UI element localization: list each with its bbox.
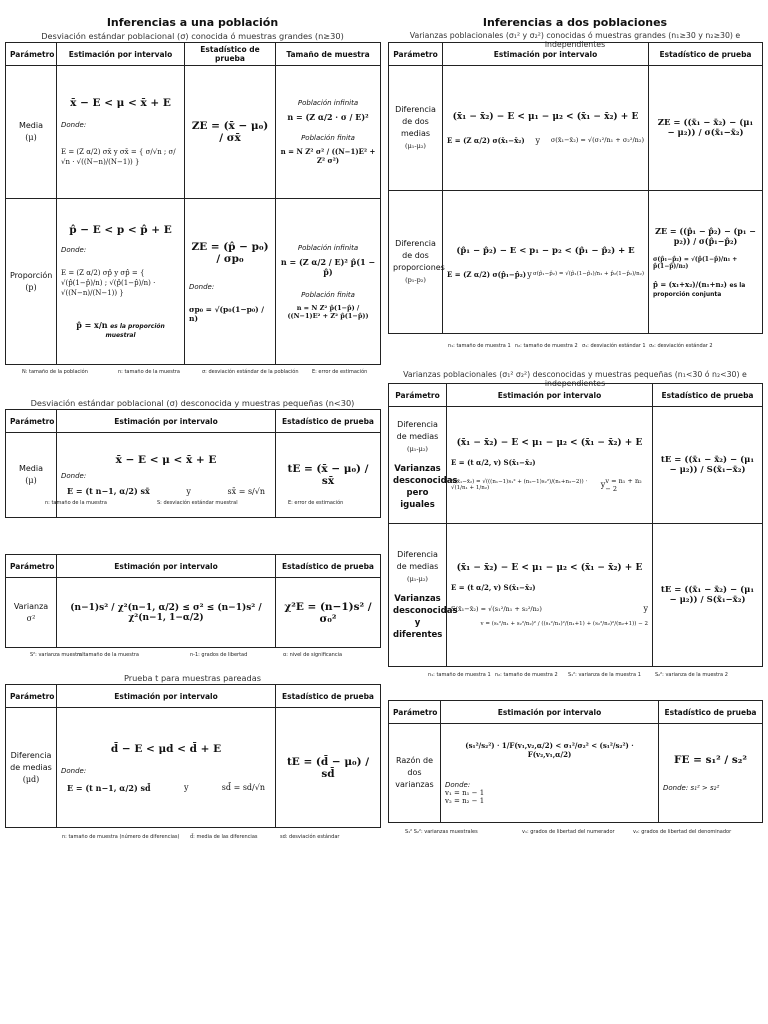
donde-label: Donde: [189,282,215,291]
note: S₁²: varianza de la muestra 1 [568,672,641,678]
formula: σ(p̂₁−p̂₂) = √(p̂(1−p̂)/n₁ + p̂(1−p̂)/n₂) [653,256,738,270]
left-title: Inferencias a una población [106,16,279,29]
param-label: Diferencia de medias [396,420,439,441]
note: E: error de estimación [288,500,344,506]
y-label: y [643,604,648,613]
note: S: desviación estándar muestral [157,500,238,506]
formula: d̄ − E < μd < d̄ + E [110,742,222,755]
param-dif-medias [389,66,443,191]
note: n-1: grados de libertad [190,652,248,658]
right-s2-table [388,383,763,667]
note: n: tamaño de la muestra [118,369,180,375]
formula: ZE = ((x̄₁ − x̄₂) − (μ₁ − μ₂)) / σ(x̄₁−x̄₂) [657,118,754,138]
param-symbol: (μ₁-μ₂) [407,445,428,453]
param-symbol: (μ₁-μ₂) [407,575,428,583]
interval-prop [57,199,185,365]
left-s2-subtitle: Desviación estándar poblacional (σ) desconocida y muestras pequeñas (n<30) [30,398,355,408]
formula: v₂ = n₂ − 1 [445,797,485,805]
interval-media [57,66,185,199]
formula: tE = ((x̄₁ − x̄₂) − (μ₁ − μ₂)) / S(x̄₁−x̄₂) [660,455,755,475]
param-label: Diferencia de medias [396,550,439,571]
note: v₂: grados de libertad del denominador [633,829,732,835]
param-media [6,66,57,199]
formula: (x̄₁ − x̄₂) − E < μ₁ − μ₂ < (x̄₁ − x̄₂) + E [452,111,639,122]
param-label: Diferencia de dos proporciones [393,239,445,272]
label: Población finita [301,134,355,142]
formula: (p̂₁ − p̂₂) − E < p₁ − p₂ < (p̂₁ − p̂₂) + E [456,245,635,256]
note: S²: varianza muestral [30,652,84,658]
formula: tE = (x̄ − μ₀) / sx̄ [287,463,369,487]
varianzas-iguales-label: Varianzas desconocidas pero iguales [393,464,458,510]
interval-dif-prop [443,191,649,334]
param-symbol: (p) [25,282,37,292]
param-dif-medias-diferentes [389,524,458,667]
y-label: y [186,486,191,496]
formula: x̄ − E < μ < x̄ + E [115,454,217,466]
col-header: Estimación por intervalo [447,384,653,407]
test-varianza [276,578,381,648]
y-label: y [535,135,541,145]
formula: S(x̄₁−x̄₂) = √(((n₁−1)s₁² + (n₂−1)s₂²)/(n₁+n₂−2)) · √(1/n₁ + 1/n₂) [451,478,588,491]
interval-razon [441,724,659,823]
col-header: Estadístico de prueba [276,555,381,578]
formula: E = (Z α/2) σp̂ y σp̂ = { √(p̂(1−p̂)/n) ; √(p̂(1−p̂)/n) · √((N−n)/(N−1)) } [61,269,156,297]
left-s1-subtitle: Desviación estándar poblacional (σ) conocida ó muestras grandes (n≥30) [41,31,344,41]
formula: FE = s₁² / s₂² [674,754,747,766]
note: σ: desviación estándar de la población [202,369,299,375]
note: n: tamaño de muestra (número de diferencias) [62,834,180,840]
note: α: nivel de significancia [283,652,343,658]
formula: E = (t α/2, v) S(x̄₁−x̄₂) [451,583,536,592]
formula: p̂ = x/n [76,320,108,330]
col-header: Estadístico de prueba [653,384,763,407]
test-media [185,66,276,199]
col-header: Parámetro [6,555,57,578]
formula: E = (Z α/2) σ(p̂₁−p̂₂) [447,269,527,279]
param-symbol: (μ) [25,476,37,485]
formula: (x̄₁ − x̄₂) − E < μ₁ − μ₂ < (x̄₁ − x̄₂) + E [456,563,643,573]
test-dif-medias [649,66,763,191]
y-label: y [600,480,606,489]
test-prop [185,199,276,365]
col-header: Parámetro [389,384,447,407]
note: S₂²: varianza de la muestra 2 [655,672,728,678]
right-title: Inferencias a dos poblaciones [482,16,668,29]
right-s3-table [388,700,763,823]
param-label: Media [18,464,44,473]
param-dif-medias-iguales [389,407,458,524]
size-prop [276,199,381,365]
test-diferentes [653,524,763,667]
formula: ZE = (p̂ − p₀) / σp₀ [191,240,269,265]
y-label: y [527,269,532,279]
param-label: Proporción [10,270,53,280]
interval-iguales [447,407,653,524]
right-s2-subtitle: Varianzas poblacionales (σ₁² σ₂²) desconocidas y muestras pequeñas (n₁<30 ó n₂<30) e independientes [403,370,747,388]
note: v₁: grados de libertad del numerador [522,829,615,835]
formula: v₁ = n₁ − 1 [445,789,485,797]
donde-label: Donde: [61,121,87,129]
left-s3-table [5,554,381,648]
test-pareadas [276,708,381,828]
formula: σ(x̄₁−x̄₂) = √(σ₁²/n₁ + σ₂²/n₂) [550,136,644,144]
formula: E = (t n−1, α/2) sx̄ [67,486,150,496]
label: Población infinita [297,99,359,107]
formula: σp₀ = √(p₀(1−p₀) / n) [189,304,265,323]
interval-dif-medias [443,66,649,191]
interval-pareadas [57,708,276,828]
note: n: tamaño de la muestra [77,652,139,658]
col-header: Estadístico de prueba [659,701,763,724]
col-header: Estadístico de prueba [276,685,381,708]
col-header: Estimación por intervalo [441,701,659,724]
note: σ₂: desviación estándar 2 [649,343,713,349]
test-iguales [653,407,763,524]
note: n₂: tamaño de muestra 2 [495,672,558,678]
formula: n = (Z α/2 / E)² p̂(1 − p̂) [280,256,376,277]
col-header: Parámetro [6,685,57,708]
note: N: tamaño de la población [22,369,88,375]
formula: (s₁²/s₂²) · 1/F(v₁,v₂,α/2) < σ₁²/σ₂² < (s₁²/s₂²) · F(v₂,v₁,α/2) [465,741,634,759]
param-symbol: (p₁-p₂) [405,276,426,284]
formula: sd̄ = sd/√n [221,783,265,792]
col-header: Estimación por intervalo [57,43,185,66]
formula: E = (Z α/2) σx̄ y σx̄ = { σ/√n ; σ/√n · √((N−n)/(N−1)) } [61,148,176,166]
formula: (x̄₁ − x̄₂) − E < μ₁ − μ₂ < (x̄₁ − x̄₂) + E [456,437,643,448]
size-media [276,66,381,199]
formula: n = N Z² σ² / ((N−1)E² + Z² σ²) [280,147,376,165]
col-header: Estimación por intervalo [57,555,276,578]
test-razon [659,724,763,823]
param-label: Media [18,121,44,130]
note: n₁: tamaño de muestra 1 [448,343,511,349]
param-razon-varianzas [389,724,441,823]
param-symbol: (μd) [22,774,40,784]
formula: p̂ = (x₁+x₂)/(n₁+n₂) [653,280,727,289]
param-varianza [6,578,57,648]
donde-label: Donde: [61,766,87,775]
formula: E = (t n−1, α/2) sd̄ [67,782,151,793]
formula: v = (s₁²/n₁ + s₂²/n₂)² / ((s₁²/n₁)²/(n₁+1) + (s₂²/n₂)²/(n₂+1)) − 2 [480,621,648,627]
col-header: Parámetro [6,43,57,66]
param-label: Razón de dos varianzas [395,756,434,789]
note: n₁: tamaño de muestra 1 [428,672,491,678]
donde-label: Donde: [61,246,87,254]
formula: E = (t α/2, v) S(x̄₁−x̄₂) [451,457,536,467]
right-s1-table [388,42,763,334]
note: S₁² S₂²: varianzas muestrales [405,829,478,835]
col-header: Parámetro [389,43,443,66]
param-dif-prop [389,191,443,334]
note: E: error de estimación [312,369,368,375]
param-proporcion [6,199,57,365]
col-header: Tamaño de muestra [276,43,381,66]
col-header: Estimación por intervalo [57,685,276,708]
col-header: Estadístico de prueba [649,43,763,66]
note: d̄: media de las diferencias [190,834,258,840]
note: n: tamaño de la muestra [45,500,107,506]
param-label: Diferencia de dos medias [395,105,436,138]
col-header: Estadístico de prueba [185,43,276,66]
donde-note: Donde: s₁² > s₂² [663,784,720,792]
right-s1-subtitle: Varianzas poblacionales (σ₁² y σ₂²) conocidas ó muestras grandes (n₁≥30 y n₂≥30) e independientes [409,31,741,49]
label: Población finita [301,290,355,299]
param-dif-medias [6,708,57,828]
varianzas-diferentes-label: Varianzas desconocidas y diferentes [393,594,458,640]
param-symbol: (μ) [25,133,37,142]
formula: sx̄ = s/√n [227,486,265,496]
formula: tE = (d̄ − μ₀) / sd̄ [286,755,370,780]
formula: S(x̄₁−x̄₂) = √(s₁²/n₁ + s₂²/n₂) [451,604,542,613]
phat-text: es la proporción muestral [105,323,165,339]
formula: ZE = ((p̂₁ − p̂₂) − (p₁ − p₂)) / σ(p̂₁−p̂₂) [655,226,756,246]
donde-label: Donde: [61,472,87,480]
col-header: Parámetro [6,410,57,433]
interval-varianza [57,578,276,648]
col-header: Estimación por intervalo [443,43,649,66]
formula: n = (Z α/2 · σ / E)² [287,112,369,122]
donde-label: Donde: [445,781,471,789]
formula: p̂ − E < p < p̂ + E [69,224,172,236]
note: sd: desviación estándar [280,834,340,840]
formula: (n−1)s² / χ²(n−1, α/2) ≤ σ² ≤ (n−1)s² / χ²(n−1, 1−α/2) [70,602,262,623]
y-label: y [183,783,189,792]
test-dif-prop [649,191,763,334]
param-symbol: (μ₁-μ₂) [405,142,426,150]
param-label: Diferencia de medias [10,750,52,772]
interval-diferentes [447,524,653,667]
left-s4-table [5,684,381,828]
note: σ₁: desviación estándar 1 [582,343,646,349]
col-header: Estadístico de prueba [276,410,381,433]
label: Población infinita [297,243,359,252]
param-label: Varianza [13,601,49,611]
left-s4-subtitle: Prueba t para muestras pareadas [123,673,262,683]
formula: E = (Z α/2) σ(x̄₁−x̄₂) [447,135,525,145]
formula: n = N Z² p̂(1−p̂) / ((N−1)E² + Z² p̂(1−p̂)) [287,303,369,320]
formula: x̄ − E < μ < x̄ + E [70,97,171,109]
formula: tE = ((x̄₁ − x̄₂) − (μ₁ − μ₂)) / S(x̄₁−x̄₂) [660,585,755,605]
formula: χ²E = (n−1)s² / σ₀² [284,600,372,625]
formula: ZE = (x̄ − μ₀) / σx̄ [191,120,269,144]
formula: σ(p̂₁−p̂₂) = √(p̂₁(1−p̂₁)/n₁ + p̂₂(1−p̂₂)/n₂) [532,271,644,277]
note: n₂: tamaño de muestra 2 [515,343,578,349]
col-header: Parámetro [389,701,441,724]
left-s1-table [5,42,381,365]
col-header: Estimación por intervalo [57,410,276,433]
formula: v = n₁ + n₂ − 2 [605,476,642,493]
param-symbol: σ² [26,613,36,623]
phat-text: es la proporción conjunta [653,282,746,298]
